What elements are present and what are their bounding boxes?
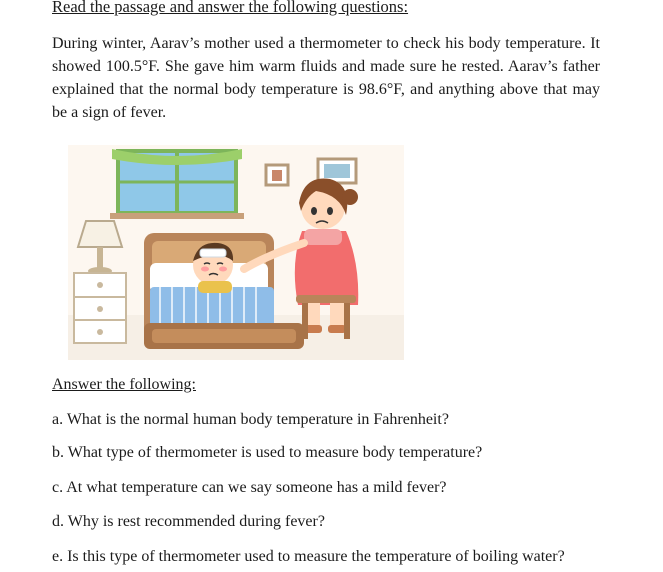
passage-text: During winter, Aarav’s mother used a thermometer to check his body temperature. It showed 100.5°F. She gave him warm fluids and made sure he rested. Aarav’s father explained that the normal body temperature is 98.6°F, and anything above that may be a sign of fever. — [52, 35, 600, 121]
question-b: b. What type of thermometer is used to measure body temperature? — [52, 444, 483, 461]
question-a: a. What is the normal human body temperature in Fahrenheit? — [52, 411, 449, 428]
answer-heading: Answer the following: — [52, 376, 196, 393]
question-e: e. Is this type of thermometer used to measure the temperature of boiling water? — [52, 548, 565, 565]
nightstand — [74, 273, 126, 343]
question-c: c. At what temperature can we say someone has a mild fever? — [52, 479, 447, 496]
question-d: d. Why is rest recommended during fever? — [52, 513, 325, 530]
sick-child-illustration — [68, 145, 404, 360]
sick-child — [193, 243, 233, 293]
window-picture — [110, 149, 244, 219]
page-heading: Read the passage and answer the following questions: — [52, 0, 409, 16]
